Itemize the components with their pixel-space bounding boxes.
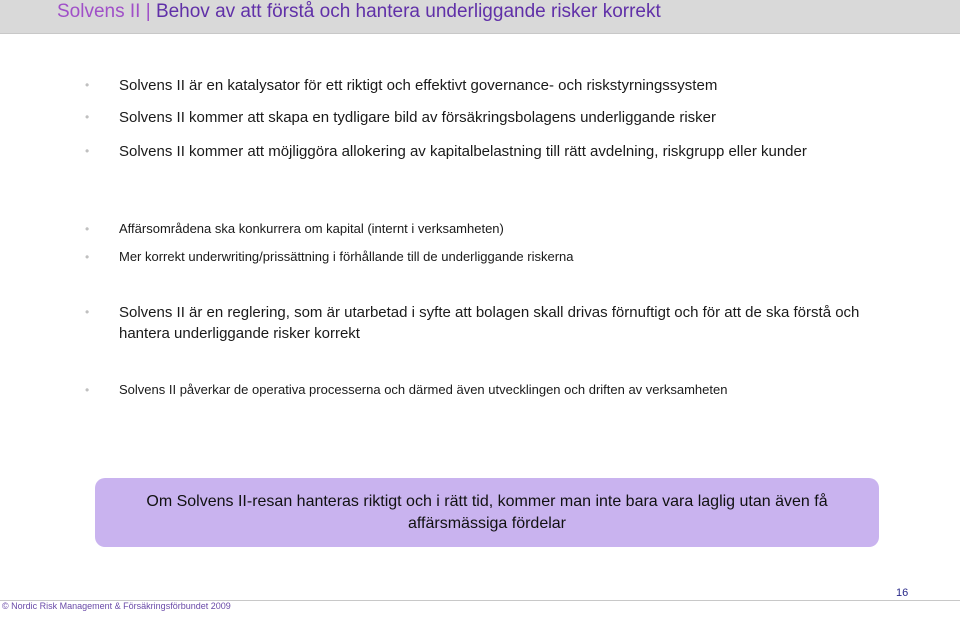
bullet-text: Solvens II kommer att skapa en tydligare bild av försäkringsbolagens underliggande risker	[119, 109, 716, 126]
bullet-dot-icon: •	[85, 78, 90, 92]
bullet-item	[85, 141, 905, 162]
bullet-dot-icon: •	[85, 250, 90, 264]
footer-copyright: © Nordic Risk Management & Försäkringsförbundet 2009	[2, 601, 231, 611]
bullet-dot-icon: •	[85, 383, 90, 397]
callout-text: Om Solvens II-resan hanteras riktigt och i rätt tid, kommer man inte bara vara laglig utan även få affärsmässiga fördelar	[146, 492, 828, 532]
bullet-item	[85, 75, 905, 96]
title-rest: Behov av att förstå och hantera underliggande risker korrekt	[155, 1, 661, 22]
bullet-text: Solvens II är en reglering, som är utarbetad i syfte att bolagen skall drivas förnuftigt och för att de ska förstå och hantera underliggande risker korrekt	[119, 304, 860, 342]
page-number: 16	[896, 587, 909, 599]
bullet-text: Solvens II påverkar de operativa processerna och därmed även utvecklingen och driften av verksamheten	[119, 382, 728, 397]
title-separator: |	[145, 1, 151, 22]
bullet-item	[85, 302, 905, 344]
bullet-dot-icon: •	[85, 222, 90, 236]
bullet-item	[85, 247, 905, 267]
bullet-dot-icon: •	[85, 110, 90, 124]
title-accent: Solvens II	[57, 1, 141, 22]
bullet-text: Solvens II kommer att möjliggöra allokering av kapitalbelastning till rätt avdelning, riskgrupp eller kunder	[119, 143, 807, 160]
bullet-item	[85, 380, 905, 400]
callout-box	[95, 478, 879, 547]
bullet-dot-icon: •	[85, 144, 90, 158]
bullet-item	[85, 219, 905, 239]
bullet-text: Solvens II är en katalysator för ett riktigt och effektivt governance- och riskstyrningssystem	[119, 77, 718, 94]
slide-title	[57, 0, 661, 33]
bullet-item	[85, 107, 905, 128]
bullet-text: Mer korrekt underwriting/prissättning i förhållande till de underliggande riskerna	[119, 249, 574, 264]
title-bar	[0, 0, 960, 34]
bullet-text: Affärsområdena ska konkurrera om kapital (internt i verksamheten)	[119, 221, 504, 236]
bullet-dot-icon: •	[85, 305, 90, 319]
